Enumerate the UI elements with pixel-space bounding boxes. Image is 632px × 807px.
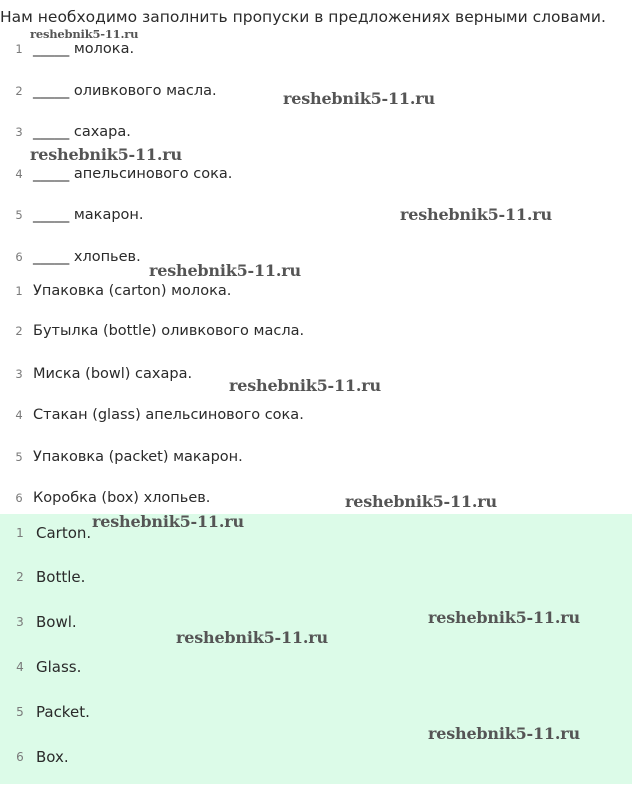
- item-number: 2: [16, 570, 24, 584]
- item-text: _____ апельсинового сока.: [33, 166, 233, 182]
- item-text: Коробка (box) хлопьев.: [33, 490, 211, 506]
- item-number: 4: [15, 167, 23, 181]
- watermark: reshebnik5-11.ru: [400, 205, 552, 224]
- watermark: reshebnik5-11.ru: [30, 145, 182, 164]
- item-text: Bottle.: [36, 568, 86, 586]
- item-number: 2: [15, 324, 23, 338]
- item-number: 4: [15, 408, 23, 422]
- watermark: reshebnik5-11.ru: [345, 492, 497, 511]
- instruction-heading: Нам необходимо заполнить пропуски в предложениях верными словами.: [0, 8, 606, 26]
- item-text: _____ молока.: [33, 41, 135, 57]
- item-text: Бутылка (bottle) оливкового масла.: [33, 323, 305, 339]
- item-text: _____ сахара.: [33, 124, 131, 140]
- item-number: 1: [16, 526, 24, 540]
- item-text: _____ хлопьев.: [33, 249, 141, 265]
- item-number: 3: [15, 125, 23, 139]
- item-number: 4: [16, 660, 24, 674]
- item-number: 1: [15, 42, 23, 56]
- answers-panel: [0, 514, 632, 784]
- item-text: _____ оливкового масла.: [33, 83, 217, 99]
- item-number: 2: [15, 84, 23, 98]
- watermark: reshebnik5-11.ru: [30, 27, 139, 41]
- watermark: reshebnik5-11.ru: [229, 376, 381, 395]
- item-text: Bowl.: [36, 613, 77, 631]
- watermark: reshebnik5-11.ru: [428, 608, 580, 627]
- item-number: 6: [16, 750, 24, 764]
- item-number: 5: [16, 705, 24, 719]
- item-number: 6: [15, 491, 23, 505]
- item-text: Стакан (glass) апельсинового сока.: [33, 407, 304, 423]
- item-text: Миска (bowl) сахара.: [33, 366, 193, 382]
- item-text: Упаковка (packet) макарон.: [33, 449, 243, 465]
- watermark: reshebnik5-11.ru: [149, 261, 301, 280]
- watermark: reshebnik5-11.ru: [428, 724, 580, 743]
- item-number: 5: [15, 450, 23, 464]
- watermark: reshebnik5-11.ru: [92, 512, 244, 531]
- item-number: 5: [15, 208, 23, 222]
- item-number: 6: [15, 250, 23, 264]
- watermark: reshebnik5-11.ru: [176, 628, 328, 647]
- watermark: reshebnik5-11.ru: [283, 89, 435, 108]
- item-text: Упаковка (carton) молока.: [33, 283, 232, 299]
- item-text: Box.: [36, 748, 69, 766]
- item-text: Packet.: [36, 703, 90, 721]
- item-text: Carton.: [36, 524, 92, 542]
- item-text: Glass.: [36, 658, 82, 676]
- item-number: 3: [16, 615, 24, 629]
- item-text: _____ макарон.: [33, 207, 144, 223]
- item-number: 1: [15, 284, 23, 298]
- item-number: 3: [15, 367, 23, 381]
